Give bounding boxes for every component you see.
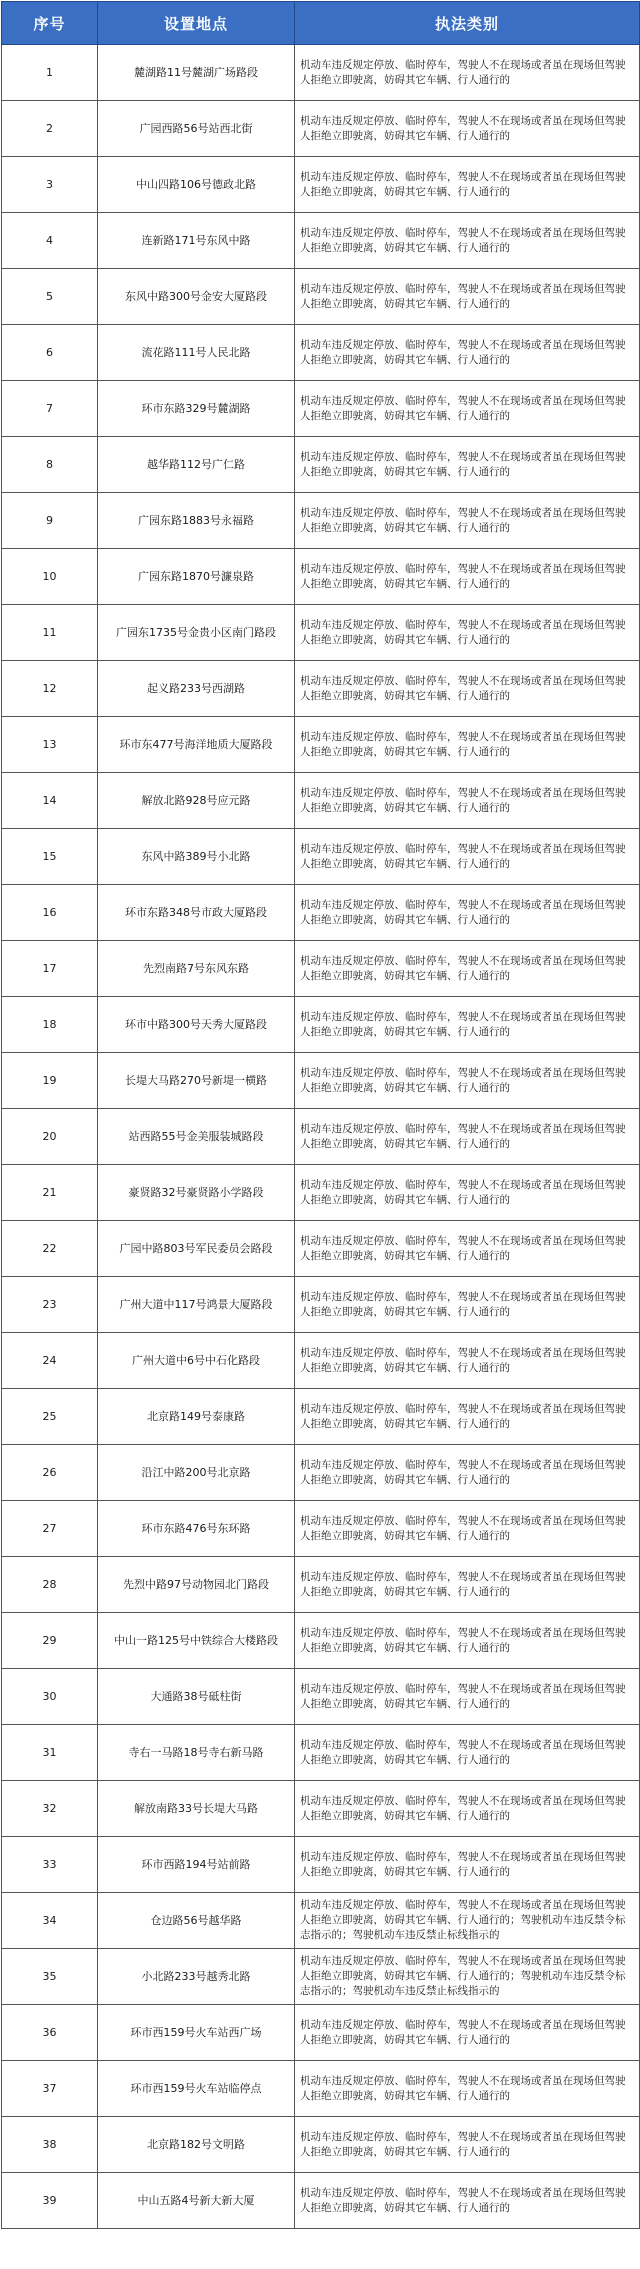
row-location: 流花路111号人民北路 — [98, 325, 295, 381]
row-category: 机动车违反规定停放、临时停车，驾驶人不在现场或者虽在现场但驾驶人拒绝立即驶离，妨碍其它车辆、行人通行的 — [295, 1109, 640, 1165]
row-number: 21 — [2, 1165, 98, 1221]
row-category: 机动车违反规定停放、临时停车，驾驶人不在现场或者虽在现场但驾驶人拒绝立即驶离，妨碍其它车辆、行人通行的 — [295, 2173, 640, 2229]
table-row — [2, 157, 640, 213]
row-category: 机动车违反规定停放、临时停车，驾驶人不在现场或者虽在现场但驾驶人拒绝立即驶离，妨碍其它车辆、行人通行的 — [295, 325, 640, 381]
row-location: 东风中路389号小北路 — [98, 829, 295, 885]
row-category: 机动车违反规定停放、临时停车，驾驶人不在现场或者虽在现场但驾驶人拒绝立即驶离，妨碍其它车辆、行人通行的 — [295, 1613, 640, 1669]
row-number: 36 — [2, 2005, 98, 2061]
table-row — [2, 1725, 640, 1781]
row-category: 机动车违反规定停放、临时停车，驾驶人不在现场或者虽在现场但驾驶人拒绝立即驶离，妨碍其它车辆、行人通行的 — [295, 1221, 640, 1277]
table-row — [2, 773, 640, 829]
table-row — [2, 45, 640, 101]
row-category: 机动车违反规定停放、临时停车，驾驶人不在现场或者虽在现场但驾驶人拒绝立即驶离，妨碍其它车辆、行人通行的 — [295, 1501, 640, 1557]
table-row — [2, 325, 640, 381]
row-number: 25 — [2, 1389, 98, 1445]
row-number: 34 — [2, 1893, 98, 1949]
table-row — [2, 661, 640, 717]
row-number: 2 — [2, 101, 98, 157]
header-no: 序号 — [2, 2, 98, 45]
table-row — [2, 1557, 640, 1613]
table-row — [2, 1389, 640, 1445]
row-location: 环市西路194号站前路 — [98, 1837, 295, 1893]
row-category: 机动车违反规定停放、临时停车，驾驶人不在现场或者虽在现场但驾驶人拒绝立即驶离，妨碍其它车辆、行人通行的 — [295, 885, 640, 941]
row-category: 机动车违反规定停放、临时停车，驾驶人不在现场或者虽在现场但驾驶人拒绝立即驶离，妨碍其它车辆、行人通行的 — [295, 773, 640, 829]
table-row — [2, 717, 640, 773]
row-category: 机动车违反规定停放、临时停车，驾驶人不在现场或者虽在现场但驾驶人拒绝立即驶离，妨碍其它车辆、行人通行的 — [295, 2005, 640, 2061]
row-category: 机动车违反规定停放、临时停车，驾驶人不在现场或者虽在现场但驾驶人拒绝立即驶离，妨碍其它车辆、行人通行的 — [295, 1333, 640, 1389]
row-category: 机动车违反规定停放、临时停车，驾驶人不在现场或者虽在现场但驾驶人拒绝立即驶离，妨碍其它车辆、行人通行的 — [295, 1389, 640, 1445]
row-location: 环市中路300号天秀大厦路段 — [98, 997, 295, 1053]
row-location: 站西路55号金美服装城路段 — [98, 1109, 295, 1165]
row-category: 机动车违反规定停放、临时停车，驾驶人不在现场或者虽在现场但驾驶人拒绝立即驶离，妨碍其它车辆、行人通行的 — [295, 1669, 640, 1725]
row-location: 环市东路329号麓湖路 — [98, 381, 295, 437]
row-category: 机动车违反规定停放、临时停车，驾驶人不在现场或者虽在现场但驾驶人拒绝立即驶离，妨碍其它车辆、行人通行的 — [295, 1781, 640, 1837]
row-number: 35 — [2, 1949, 98, 2005]
row-category: 机动车违反规定停放、临时停车，驾驶人不在现场或者虽在现场但驾驶人拒绝立即驶离，妨碍其它车辆、行人通行的 — [295, 2117, 640, 2173]
row-category: 机动车违反规定停放、临时停车，驾驶人不在现场或者虽在现场但驾驶人拒绝立即驶离，妨碍其它车辆、行人通行的 — [295, 213, 640, 269]
row-category: 机动车违反规定停放、临时停车，驾驶人不在现场或者虽在现场但驾驶人拒绝立即驶离，妨碍其它车辆、行人通行的 — [295, 101, 640, 157]
row-category: 机动车违反规定停放、临时停车，驾驶人不在现场或者虽在现场但驾驶人拒绝立即驶离，妨碍其它车辆、行人通行的 — [295, 997, 640, 1053]
row-number: 12 — [2, 661, 98, 717]
row-number: 1 — [2, 45, 98, 101]
table-row — [2, 213, 640, 269]
table-row — [2, 1277, 640, 1333]
table-row — [2, 549, 640, 605]
row-category: 机动车违反规定停放、临时停车，驾驶人不在现场或者虽在现场但驾驶人拒绝立即驶离，妨碍其它车辆、行人通行的 — [295, 157, 640, 213]
row-location: 沿江中路200号北京路 — [98, 1445, 295, 1501]
row-number: 37 — [2, 2061, 98, 2117]
table-row — [2, 1669, 640, 1725]
row-number: 26 — [2, 1445, 98, 1501]
row-category: 机动车违反规定停放、临时停车，驾驶人不在现场或者虽在现场但驾驶人拒绝立即驶离，妨碍其它车辆、行人通行的；驾驶机动车违反禁令标志指示的；驾驶机动车违反禁止标线指示的 — [295, 1949, 640, 2005]
row-location: 豪贤路32号豪贤路小学路段 — [98, 1165, 295, 1221]
row-location: 先烈中路97号动物园北门路段 — [98, 1557, 295, 1613]
row-location: 小北路233号越秀北路 — [98, 1949, 295, 2005]
row-number: 5 — [2, 269, 98, 325]
header-category: 执法类别 — [295, 2, 640, 45]
row-location: 解放北路928号应元路 — [98, 773, 295, 829]
row-location: 环市东路476号东环路 — [98, 1501, 295, 1557]
row-category: 机动车违反规定停放、临时停车，驾驶人不在现场或者虽在现场但驾驶人拒绝立即驶离，妨碍其它车辆、行人通行的 — [295, 1165, 640, 1221]
row-category: 机动车违反规定停放、临时停车，驾驶人不在现场或者虽在现场但驾驶人拒绝立即驶离，妨碍其它车辆、行人通行的；驾驶机动车违反禁令标志指示的；驾驶机动车违反禁止标线指示的 — [295, 1893, 640, 1949]
row-location: 起义路233号西湖路 — [98, 661, 295, 717]
table-row — [2, 2061, 640, 2117]
table-row — [2, 1109, 640, 1165]
table-row — [2, 101, 640, 157]
row-number: 19 — [2, 1053, 98, 1109]
row-number: 18 — [2, 997, 98, 1053]
header-location: 设置地点 — [98, 2, 295, 45]
row-location: 中山四路106号德政北路 — [98, 157, 295, 213]
row-number: 31 — [2, 1725, 98, 1781]
row-number: 9 — [2, 493, 98, 549]
table-row — [2, 829, 640, 885]
row-number: 33 — [2, 1837, 98, 1893]
table-row — [2, 1893, 640, 1949]
row-location: 广州大道中117号鸿景大厦路段 — [98, 1277, 295, 1333]
row-number: 13 — [2, 717, 98, 773]
row-location: 越华路112号广仁路 — [98, 437, 295, 493]
row-location: 先烈南路7号东风东路 — [98, 941, 295, 997]
row-number: 3 — [2, 157, 98, 213]
row-location: 连新路171号东风中路 — [98, 213, 295, 269]
row-category: 机动车违反规定停放、临时停车，驾驶人不在现场或者虽在现场但驾驶人拒绝立即驶离，妨碍其它车辆、行人通行的 — [295, 1557, 640, 1613]
row-number: 22 — [2, 1221, 98, 1277]
row-number: 8 — [2, 437, 98, 493]
table-row — [2, 1613, 640, 1669]
row-number: 38 — [2, 2117, 98, 2173]
row-location: 环市西159号火车站西广场 — [98, 2005, 295, 2061]
row-category: 机动车违反规定停放、临时停车，驾驶人不在现场或者虽在现场但驾驶人拒绝立即驶离，妨碍其它车辆、行人通行的 — [295, 437, 640, 493]
row-location: 大通路38号砥柱街 — [98, 1669, 295, 1725]
table-header — [2, 2, 640, 45]
table-row — [2, 437, 640, 493]
row-location: 环市东路348号市政大厦路段 — [98, 885, 295, 941]
row-location: 解放南路33号长堤大马路 — [98, 1781, 295, 1837]
row-location: 广园东路1883号永福路 — [98, 493, 295, 549]
row-category: 机动车违反规定停放、临时停车，驾驶人不在现场或者虽在现场但驾驶人拒绝立即驶离，妨碍其它车辆、行人通行的 — [295, 661, 640, 717]
row-number: 23 — [2, 1277, 98, 1333]
row-category: 机动车违反规定停放、临时停车，驾驶人不在现场或者虽在现场但驾驶人拒绝立即驶离，妨碍其它车辆、行人通行的 — [295, 605, 640, 661]
row-category: 机动车违反规定停放、临时停车，驾驶人不在现场或者虽在现场但驾驶人拒绝立即驶离，妨碍其它车辆、行人通行的 — [295, 1053, 640, 1109]
table-row — [2, 1333, 640, 1389]
table-row — [2, 1445, 640, 1501]
table-row — [2, 885, 640, 941]
row-category: 机动车违反规定停放、临时停车，驾驶人不在现场或者虽在现场但驾驶人拒绝立即驶离，妨碍其它车辆、行人通行的 — [295, 829, 640, 885]
header-row — [2, 2, 640, 45]
row-number: 4 — [2, 213, 98, 269]
table-row — [2, 381, 640, 437]
table-row — [2, 2117, 640, 2173]
row-category: 机动车违反规定停放、临时停车，驾驶人不在现场或者虽在现场但驾驶人拒绝立即驶离，妨碍其它车辆、行人通行的 — [295, 717, 640, 773]
row-number: 24 — [2, 1333, 98, 1389]
row-number: 17 — [2, 941, 98, 997]
table-row — [2, 1053, 640, 1109]
row-location: 中山一路125号中铁综合大楼路段 — [98, 1613, 295, 1669]
row-location: 麓湖路11号麓湖广场路段 — [98, 45, 295, 101]
row-number: 16 — [2, 885, 98, 941]
row-location: 仓边路56号越华路 — [98, 1893, 295, 1949]
table-row — [2, 997, 640, 1053]
table-row — [2, 493, 640, 549]
table-row — [2, 605, 640, 661]
row-category: 机动车违反规定停放、临时停车，驾驶人不在现场或者虽在现场但驾驶人拒绝立即驶离，妨碍其它车辆、行人通行的 — [295, 2061, 640, 2117]
row-category: 机动车违反规定停放、临时停车，驾驶人不在现场或者虽在现场但驾驶人拒绝立即驶离，妨碍其它车辆、行人通行的 — [295, 269, 640, 325]
row-location: 广园东路1870号濂泉路 — [98, 549, 295, 605]
row-location: 中山五路4号新大新大厦 — [98, 2173, 295, 2229]
row-location: 广园西路56号站西北街 — [98, 101, 295, 157]
row-number: 28 — [2, 1557, 98, 1613]
table-row — [2, 2005, 640, 2061]
table-row — [2, 1165, 640, 1221]
row-location: 广州大道中6号中石化路段 — [98, 1333, 295, 1389]
row-location: 东风中路300号金安大厦路段 — [98, 269, 295, 325]
row-category: 机动车违反规定停放、临时停车，驾驶人不在现场或者虽在现场但驾驶人拒绝立即驶离，妨碍其它车辆、行人通行的 — [295, 1277, 640, 1333]
table-row — [2, 269, 640, 325]
table-row — [2, 1949, 640, 2005]
row-category: 机动车违反规定停放、临时停车，驾驶人不在现场或者虽在现场但驾驶人拒绝立即驶离，妨碍其它车辆、行人通行的 — [295, 549, 640, 605]
row-location: 寺右一马路18号寺右新马路 — [98, 1725, 295, 1781]
row-category: 机动车违反规定停放、临时停车，驾驶人不在现场或者虽在现场但驾驶人拒绝立即驶离，妨碍其它车辆、行人通行的 — [295, 941, 640, 997]
row-number: 30 — [2, 1669, 98, 1725]
table-row — [2, 1837, 640, 1893]
row-category: 机动车违反规定停放、临时停车，驾驶人不在现场或者虽在现场但驾驶人拒绝立即驶离，妨碍其它车辆、行人通行的 — [295, 1837, 640, 1893]
row-location: 环市东477号海洋地质大厦路段 — [98, 717, 295, 773]
table-row — [2, 941, 640, 997]
row-location: 广园东1735号金贵小区南门路段 — [98, 605, 295, 661]
row-number: 32 — [2, 1781, 98, 1837]
row-number: 15 — [2, 829, 98, 885]
row-number: 6 — [2, 325, 98, 381]
row-number: 27 — [2, 1501, 98, 1557]
row-number: 39 — [2, 2173, 98, 2229]
table-row — [2, 1221, 640, 1277]
row-category: 机动车违反规定停放、临时停车，驾驶人不在现场或者虽在现场但驾驶人拒绝立即驶离，妨碍其它车辆、行人通行的 — [295, 381, 640, 437]
row-category: 机动车违反规定停放、临时停车，驾驶人不在现场或者虽在现场但驾驶人拒绝立即驶离，妨碍其它车辆、行人通行的 — [295, 493, 640, 549]
row-category: 机动车违反规定停放、临时停车，驾驶人不在现场或者虽在现场但驾驶人拒绝立即驶离，妨碍其它车辆、行人通行的 — [295, 45, 640, 101]
enforcement-location-table — [1, 1, 640, 2229]
row-location: 环市西159号火车站临停点 — [98, 2061, 295, 2117]
table-row — [2, 2173, 640, 2229]
row-number: 20 — [2, 1109, 98, 1165]
row-location: 北京路149号泰康路 — [98, 1389, 295, 1445]
table-body — [2, 45, 640, 2229]
row-category: 机动车违反规定停放、临时停车，驾驶人不在现场或者虽在现场但驾驶人拒绝立即驶离，妨碍其它车辆、行人通行的 — [295, 1725, 640, 1781]
row-number: 11 — [2, 605, 98, 661]
row-location: 广园中路803号军民委员会路段 — [98, 1221, 295, 1277]
row-location: 北京路182号文明路 — [98, 2117, 295, 2173]
row-location: 长堤大马路270号新堤一横路 — [98, 1053, 295, 1109]
row-number: 10 — [2, 549, 98, 605]
row-number: 7 — [2, 381, 98, 437]
row-number: 14 — [2, 773, 98, 829]
row-category: 机动车违反规定停放、临时停车，驾驶人不在现场或者虽在现场但驾驶人拒绝立即驶离，妨碍其它车辆、行人通行的 — [295, 1445, 640, 1501]
row-number: 29 — [2, 1613, 98, 1669]
table-row — [2, 1501, 640, 1557]
table-row — [2, 1781, 640, 1837]
